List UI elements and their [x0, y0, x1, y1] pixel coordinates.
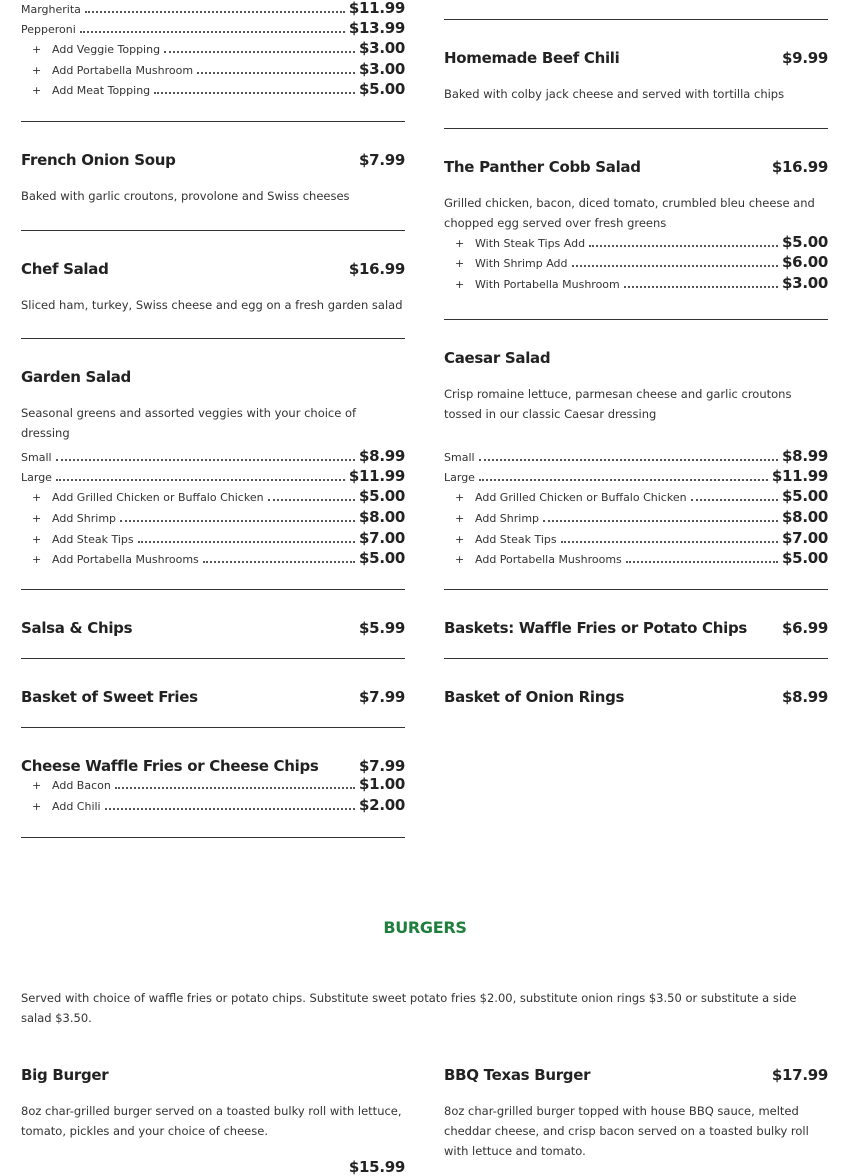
divider [21, 121, 405, 122]
addon-label: With Steak Tips Add [475, 237, 586, 250]
menu-item-cheese-waffle-fries [21, 757, 405, 814]
divider [21, 837, 405, 838]
size-price: $11.99 [348, 467, 405, 485]
size-line [21, 467, 405, 485]
leader-dots [56, 479, 345, 481]
plus-icon: + [32, 43, 42, 56]
addon-price: $5.00 [359, 487, 405, 505]
leader-dots [589, 245, 778, 247]
item-title: The Panther Cobb Salad [444, 158, 641, 176]
item-description: Baked with colby jack cheese and served with tortilla chips [444, 87, 785, 101]
caesar-salad-options [444, 447, 828, 567]
plus-icon: + [32, 84, 42, 97]
menu-line [21, 19, 405, 37]
item-price: $7.99 [359, 151, 405, 169]
leader-dots [479, 459, 778, 461]
leader-dots [543, 520, 778, 522]
addon-label: Add Portabella Mushroom [52, 64, 194, 77]
item-title: Salsa & Chips [21, 619, 133, 637]
addon-price: $3.00 [359, 39, 405, 57]
divider [444, 658, 828, 659]
addon-label: Add Portabella Mushrooms [52, 553, 199, 566]
divider [21, 589, 405, 590]
item-price: $15.99 [348, 1158, 405, 1176]
addon-line [21, 796, 405, 814]
addon-line [444, 529, 828, 547]
addon-line [444, 487, 828, 505]
menu-item-garden-salad [21, 368, 405, 443]
addon-price: $5.00 [782, 487, 828, 505]
menu-item-caesar-salad [444, 349, 828, 424]
addon-price: $5.00 [782, 549, 828, 567]
menu-item-onion-rings [444, 688, 828, 706]
size-label: Large [444, 471, 475, 484]
addon-price: $7.00 [782, 529, 828, 547]
addon-price: $8.00 [359, 508, 405, 526]
item-title: Baskets: Waffle Fries or Potato Chips [444, 619, 748, 637]
menu-item-french-onion-soup [21, 151, 405, 206]
addon-line [21, 508, 405, 526]
addon-price: $1.00 [359, 775, 405, 793]
addon-line [21, 80, 405, 98]
divider [21, 230, 405, 231]
plus-icon: + [32, 64, 42, 77]
addon-line [444, 508, 828, 526]
addon-label: Add Shrimp [52, 512, 117, 525]
menu-item-big-burger [21, 1066, 405, 1176]
addon-line [21, 549, 405, 567]
item-title: Homemade Beef Chili [444, 49, 620, 67]
leader-dots [479, 479, 768, 481]
item-price: $17.99 [771, 1066, 828, 1084]
leader-dots [203, 561, 355, 563]
pizza-options [21, 0, 405, 98]
plus-icon: + [455, 257, 465, 270]
menu-line [21, 0, 405, 17]
divider [21, 658, 405, 659]
item-description: 8oz char-grilled burger served on a toasted bulky roll with lettuce, tomato, pickles and your choice of cheese. [21, 1104, 402, 1138]
addon-label: With Shrimp Add [475, 257, 568, 270]
line-label: Margherita [21, 3, 81, 16]
leader-dots [115, 787, 355, 789]
item-price: $6.99 [782, 619, 828, 637]
plus-icon: + [32, 800, 42, 813]
leader-dots [626, 561, 778, 563]
addon-label: Add Grilled Chicken or Buffalo Chicken [475, 491, 687, 504]
divider [21, 727, 405, 728]
item-title: Chef Salad [21, 260, 109, 278]
item-title: Cheese Waffle Fries or Cheese Chips [21, 757, 319, 775]
divider [444, 128, 828, 129]
garden-salad-options [21, 447, 405, 567]
leader-dots [624, 286, 778, 288]
plus-icon: + [455, 278, 465, 291]
addon-price: $8.00 [782, 508, 828, 526]
addon-line [444, 253, 828, 271]
addon-label: Add Steak Tips [52, 533, 134, 546]
leader-dots [138, 541, 355, 543]
line-price: $13.99 [348, 19, 405, 37]
menu-item-bbq-texas-burger [444, 1066, 828, 1161]
item-description: Baked with garlic croutons, provolone and Swiss cheeses [21, 189, 350, 203]
addon-line [21, 487, 405, 505]
plus-icon: + [455, 237, 465, 250]
size-label: Large [21, 471, 52, 484]
line-label: Pepperoni [21, 23, 76, 36]
leader-dots [154, 92, 355, 94]
menu-item-panther-cobb-salad [444, 158, 828, 292]
addon-label: Add Chili [52, 800, 101, 813]
item-price: $9.99 [782, 49, 828, 67]
addon-line [21, 529, 405, 547]
addon-label: Add Veggie Topping [52, 43, 161, 56]
leader-dots [268, 499, 355, 501]
plus-icon: + [32, 779, 42, 792]
plus-icon: + [455, 553, 465, 566]
item-title: BBQ Texas Burger [444, 1066, 591, 1084]
section-note: Served with choice of waffle fries or potato chips. Substitute sweet potato fries $2.00, substitute onion rings $3.50 or substitute a side salad $3.50. [21, 991, 797, 1025]
leader-dots [105, 808, 355, 810]
addon-label: Add Shrimp [475, 512, 540, 525]
plus-icon: + [32, 553, 42, 566]
size-label: Small [444, 451, 475, 464]
leader-dots [561, 541, 778, 543]
addon-price: $5.00 [782, 233, 828, 251]
addon-label: Add Bacon [52, 779, 111, 792]
addon-price: $3.00 [782, 274, 828, 292]
size-line [444, 467, 828, 485]
item-description: Grilled chicken, bacon, diced tomato, crumbled bleu cheese and chopped egg served over fresh greens [444, 196, 815, 230]
leader-dots [164, 51, 355, 53]
plus-icon: + [32, 512, 42, 525]
divider [444, 19, 828, 20]
item-title: Basket of Onion Rings [444, 688, 625, 706]
plus-icon: + [455, 491, 465, 504]
plus-icon: + [32, 533, 42, 546]
addon-label: Add Steak Tips [475, 533, 557, 546]
addon-line [444, 549, 828, 567]
addon-price: $2.00 [359, 796, 405, 814]
item-title: Big Burger [21, 1066, 109, 1084]
divider [444, 319, 828, 320]
item-price: $8.99 [782, 688, 828, 706]
divider [444, 589, 828, 590]
addon-line [444, 274, 828, 292]
addon-price: $5.00 [359, 80, 405, 98]
plus-icon: + [455, 512, 465, 525]
item-price: $7.99 [359, 757, 405, 775]
addon-price: $3.00 [359, 60, 405, 78]
addon-line [444, 233, 828, 251]
addon-label: With Portabella Mushroom [475, 278, 620, 291]
leader-dots [85, 11, 345, 13]
item-description: Seasonal greens and assorted veggies with your choice of dressing [21, 406, 357, 440]
leader-dots [120, 520, 355, 522]
addon-price: $7.00 [359, 529, 405, 547]
leader-dots [691, 499, 778, 501]
addon-line [21, 775, 405, 793]
leader-dots [572, 265, 779, 267]
item-price: $7.99 [359, 688, 405, 706]
size-line [444, 447, 828, 465]
size-price: $8.99 [359, 447, 405, 465]
item-description: 8oz char-grilled burger topped with house BBQ sauce, melted cheddar cheese, and crisp bacon served on a toasted bulky roll with lettuce and tomato. [444, 1104, 809, 1158]
item-title: Caesar Salad [444, 349, 551, 367]
item-title: French Onion Soup [21, 151, 176, 169]
addon-price: $6.00 [782, 253, 828, 271]
leader-dots [197, 72, 355, 74]
item-description: Sliced ham, turkey, Swiss cheese and egg on a fresh garden salad [21, 298, 403, 312]
addon-label: Add Meat Topping [52, 84, 151, 97]
plus-icon: + [32, 491, 42, 504]
item-description: Crisp romaine lettuce, parmesan cheese and garlic croutons tossed in our classic Caesar dressing [444, 387, 792, 421]
item-title: Basket of Sweet Fries [21, 688, 198, 706]
size-line [21, 447, 405, 465]
size-label: Small [21, 451, 52, 464]
menu-item-beef-chili [444, 49, 828, 104]
item-price: $5.99 [359, 619, 405, 637]
size-price: $11.99 [771, 467, 828, 485]
menu-item-chef-salad [21, 260, 405, 315]
addon-label: Add Grilled Chicken or Buffalo Chicken [52, 491, 264, 504]
menu-item-sweet-fries [21, 688, 405, 706]
menu-item-salsa-chips [21, 619, 405, 637]
section-heading-burgers: BURGERS [383, 918, 467, 937]
addon-label: Add Portabella Mushrooms [475, 553, 622, 566]
leader-dots [56, 459, 355, 461]
menu-item-baskets [444, 619, 828, 637]
item-price: $16.99 [348, 260, 405, 278]
size-price: $8.99 [782, 447, 828, 465]
item-title: Garden Salad [21, 368, 131, 386]
addon-price: $5.00 [359, 549, 405, 567]
leader-dots [80, 31, 345, 33]
addon-line [21, 60, 405, 78]
divider [21, 338, 405, 339]
plus-icon: + [455, 533, 465, 546]
addon-line [21, 39, 405, 57]
line-price: $11.99 [348, 0, 405, 17]
item-price: $16.99 [771, 158, 828, 176]
